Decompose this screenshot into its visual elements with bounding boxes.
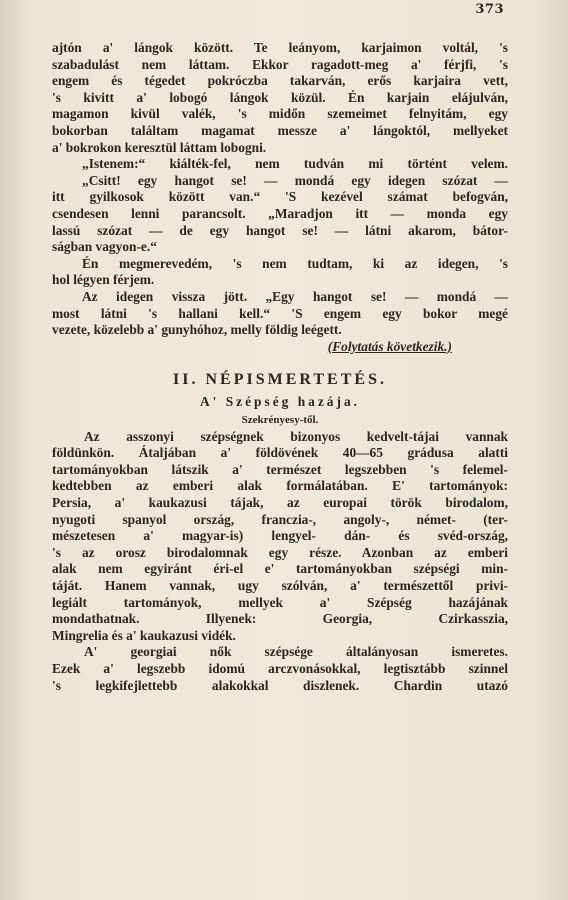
text-line: engem és tégedet pokróczba takarván, erős karjaira vett,	[52, 73, 508, 89]
text-line: lassú szózat — de egy hangot se! — látni akarom, bátor-	[52, 222, 508, 238]
text-line: szabadulást nem láttam. Ekkor ragadott-meg a' férjfi, 's	[52, 56, 508, 72]
text-line: táját. Hanem vannak, ugy szólván, a' természettől privi-	[52, 578, 508, 594]
text-line: ságban vagyon-e.“	[52, 239, 157, 255]
paragraph-georgian-women	[52, 644, 508, 694]
text-line: Ezek a' legszebb idomú arczvonásokkal, legtisztább szinnel	[52, 661, 508, 676]
text-line: kedtebben az emberi alak formálatában. E' tartományok:	[52, 478, 508, 494]
paragraph-beauty-regions	[52, 429, 508, 645]
text-line: hol légyen férjem.	[52, 272, 155, 288]
text-line: Az asszonyi szépségnek bizonyos kedvelt-tájai vannak	[84, 428, 508, 444]
text-line: bokorban találtam magamat messze a' lángoktól, mellyeket	[52, 122, 508, 138]
text-line: magamon kivül valék, 's midőn szemeimet felnyitám, egy	[52, 106, 508, 122]
text-line: A' georgiai nők szépsége általányosan ismeretes.	[84, 644, 508, 660]
text-line: Persia, a' kaukazusi tájak, az europai török birodalom,	[52, 495, 508, 511]
paragraph-dialogue	[52, 156, 508, 256]
paragraph-fire-escape	[52, 40, 508, 156]
text-line: „Csitt! egy hangot se! — mondá egy idegen szózat —	[82, 172, 508, 188]
text-line: Az idegen vissza jött. „Egy hangot se! — mondá —	[82, 288, 508, 304]
section-heading: II. NÉPISMERTETÉS.	[173, 370, 387, 388]
text-line: a' bokrokon keresztül láttam lobogni.	[52, 139, 267, 155]
text-line: csendesen lenni parancsolt. „Maradjon itt — monda egy	[52, 205, 508, 221]
continuation-note: (Folytatás következik.)	[327, 338, 452, 354]
text-line: alak nem egyiránt éri-el e' tartományokban szépségi min-	[52, 561, 508, 577]
text-line: Én megmerevedém, 's nem tudtam, ki az idegen, 's	[82, 255, 508, 271]
text-line: itt gyilkosok között van.“ 'S kezével számat befogván,	[52, 189, 508, 205]
text-line: mészetesen a' magyar-is) lengyel- dán- és svéd-ország,	[52, 528, 508, 544]
text-line: vezete, közelebb a' gunyhóhoz, melly földig leégett.	[52, 322, 342, 338]
text-line: ajtón a' lángok között. Te leányom, karjaimon voltál, 's	[52, 40, 508, 55]
text-line: 's legkifejlettebb alakokkal diszlenek. Chardin utazó	[52, 677, 508, 693]
article-title: A' Szépség hazája.	[199, 393, 360, 409]
paragraph-return	[52, 289, 508, 339]
text-line: mondathatnak. Illyenek: Georgia, Czirkasszia,	[52, 611, 508, 627]
text-line: legiált tartományok, mellyek a' Szépség hazájának	[52, 594, 508, 610]
page-body	[52, 40, 508, 694]
page-number: 373	[475, 2, 504, 17]
text-line: nyugoti spanyol ország, franczia-, angoly-, német- (ter-	[52, 511, 508, 527]
text-line: „Istenem:“ kiálték-fel, nem tudván mi történt velem.	[82, 156, 508, 172]
text-line: most látni 's hallani kell.“ 'S engem egy bokor megé	[52, 305, 508, 321]
text-line: Mingrelia és a' kaukazusi vidék.	[52, 627, 236, 643]
text-line: földünkön. Átaljában a' földövének 40—65 grádusa alatti	[52, 445, 508, 461]
paragraph-frozen	[52, 256, 508, 289]
article-byline: Szekrényesy-től.	[241, 413, 319, 426]
text-line: 's kivitt a' lobogó lángok közül. Én karjain elájulván,	[52, 89, 508, 105]
text-line: 's az orosz birodalomnak egy része. Azonban az emberi	[52, 544, 508, 560]
text-line: tartományokban látszik a' természet legszebben 's felemel-	[52, 461, 508, 477]
